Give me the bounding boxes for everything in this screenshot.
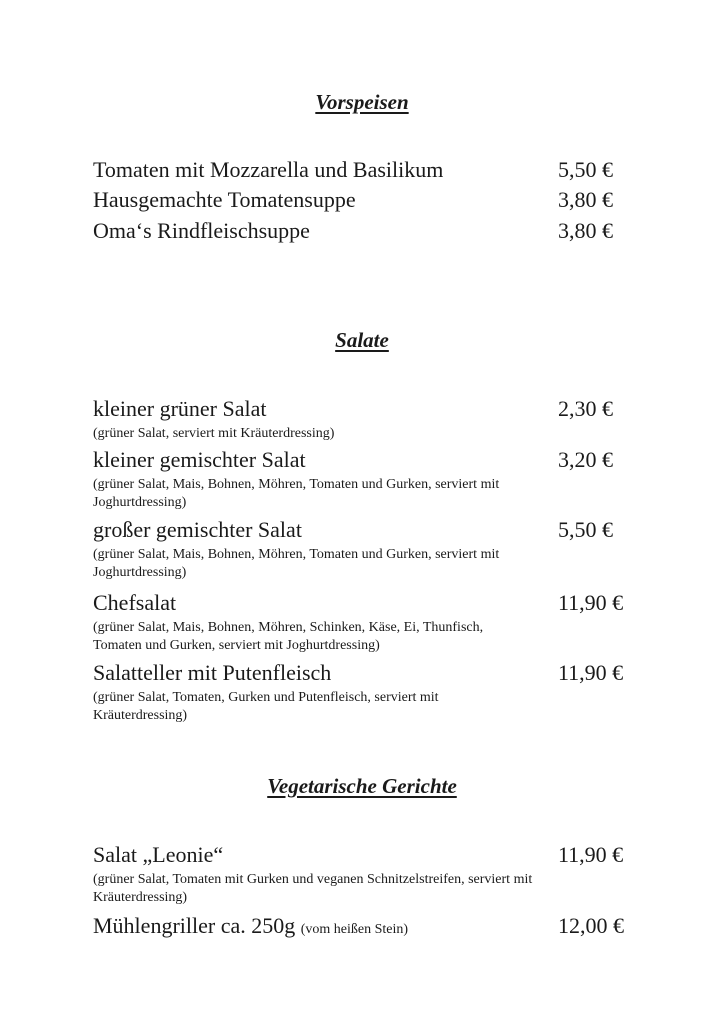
menu-item-price: 11,90 €	[558, 590, 624, 615]
menu-item-description: (grüner Salat, Tomaten, Gurken und Putenfleisch, serviert mit Kräuterdressing)	[93, 690, 439, 723]
menu-item-price: 5,50 €	[558, 517, 613, 542]
menu-item-description: (grüner Salat, Tomaten mit Gurken und veganen Schnitzelstreifen, serviert mit Kräuterdressing)	[93, 872, 533, 905]
menu-item-price: 11,90 €	[558, 842, 624, 867]
menu-item-name: Hausgemachte Tomatensuppe	[93, 187, 356, 212]
menu-item-name-text: Mühlengriller ca. 250g	[93, 913, 296, 938]
section-title-vegetarische-gerichte: Vegetarische Gerichte	[267, 774, 457, 798]
menu-item-name	[93, 913, 408, 943]
menu-item-name: kleiner grüner Salat	[93, 396, 267, 421]
menu-item-price: 5,50 €	[558, 157, 613, 182]
menu-item-note: (vom heißen Stein)	[300, 922, 409, 937]
menu-item-price: 2,30 €	[558, 396, 613, 421]
menu-item-name: Salat „Leonie“	[93, 842, 224, 867]
menu-item-name: kleiner gemischter Salat	[93, 447, 306, 472]
menu-item-price: 3,20 €	[558, 447, 613, 472]
section-title-salate: Salate	[335, 328, 389, 352]
section-title-vorspeisen: Vorspeisen	[315, 90, 409, 114]
menu-item-name: Chefsalat	[93, 590, 177, 615]
menu-item-name: großer gemischter Salat	[93, 517, 302, 542]
menu-item-description: (grüner Salat, Mais, Bohnen, Möhren, Tomaten und Gurken, serviert mit Joghurtdressing)	[93, 547, 500, 580]
menu-item-description: (grüner Salat, serviert mit Kräuterdressing)	[93, 426, 335, 441]
menu-item-price: 12,00 €	[558, 913, 624, 938]
menu-item-description: (grüner Salat, Mais, Bohnen, Möhren, Schinken, Käse, Ei, Thunfisch, Tomaten und Gurken, serviert mit Joghurtdressing)	[93, 620, 484, 653]
menu-item-price: 11,90 €	[558, 660, 624, 685]
menu-item-price: 3,80 €	[558, 218, 613, 243]
menu-item-name: Oma‘s Rindfleischsuppe	[93, 218, 310, 243]
menu-item-name: Tomaten mit Mozzarella und Basilikum	[93, 157, 444, 182]
menu-item-name: Salatteller mit Putenfleisch	[93, 660, 332, 685]
menu-item-description: (grüner Salat, Mais, Bohnen, Möhren, Tomaten und Gurken, serviert mit Joghurtdressing)	[93, 477, 500, 510]
menu-item-price: 3,80 €	[558, 187, 613, 212]
